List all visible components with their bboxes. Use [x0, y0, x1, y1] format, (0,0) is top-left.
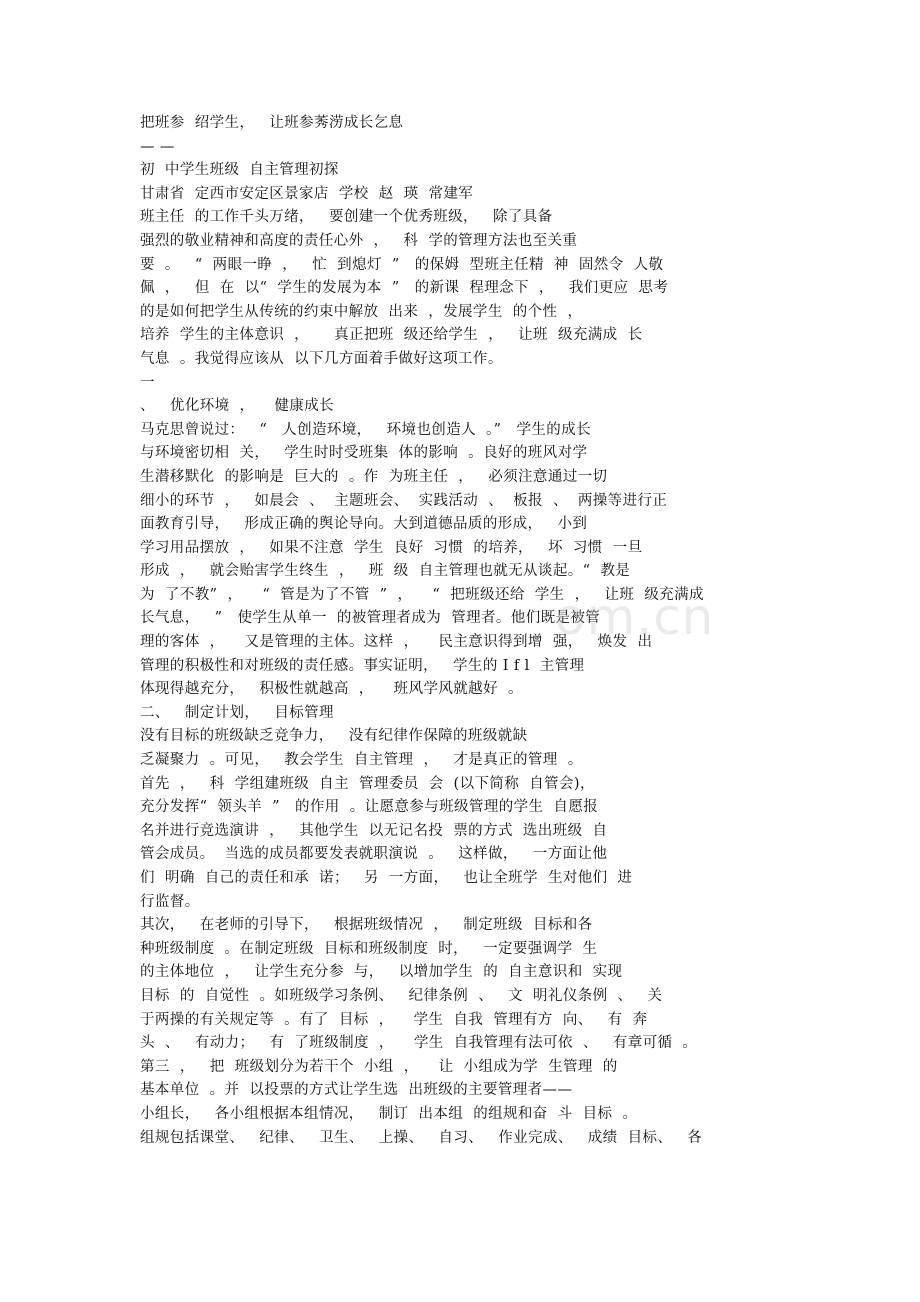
text-line: 的是如何把学生从传统的约束中解放 出来 ，发展学生 的个性 ，: [140, 303, 583, 320]
text-line: 于两操的有关规定等 。有了 目标 ， 学生 自我 管理有方 向、 有 奔: [140, 1011, 648, 1028]
text-line: 、 优化环境 ， 健康成长: [140, 398, 335, 415]
text-line: 们 明确 自己的责任和承 诺； 另 一方面， 也让全班学 生对他们 进: [140, 870, 633, 886]
text-line: 与环境密切相 关， 学生时时受班集 体的影响 。良好的班风对学: [140, 445, 588, 462]
text-line: 生潜移默化 的影响是 巨大的 。作 为班主任 ， 必须注意通过一切: [140, 468, 608, 485]
text-line: 种班级制度 。在制定班级 目标和班级制度 时， 一定要强调学 生: [140, 940, 598, 957]
text-line: 气息 。我觉得应该从 以下几方面着手做好这项工作。: [140, 350, 503, 367]
text-line: 基本单位 。并 以投票的方式让学生选 出班级的主要管理者——: [140, 1082, 573, 1099]
text-line: 佩 ， 但 在 以“ 学生的发展为本 ” 的新课 程理念下 ， 我们更应 思考: [140, 280, 669, 297]
text-line: 长气息， ” 使学生从单一 的被管理者成为 管理者。他们既是被管: [140, 610, 601, 627]
text-line: 马克思曾说过： “ 人创造环境， 环境也创造人 。” 学生的成长: [140, 421, 592, 438]
text-line: 强烈的敬业精神和高度的责任心外 ， 科 学的管理方法也至关重: [140, 232, 578, 249]
text-line: 管理的积极性和对班级的责任感。事实证明， 学生的 I f l 主管理: [140, 657, 585, 674]
text-line: 名并进行竞选演讲 ， 其他学生 以无记名投 票的方式 选出班级 自: [140, 822, 608, 839]
text-line: 体现得越充分， 积极性就越高 ， 班风学风就越好 。: [140, 681, 523, 698]
text-line: 细小的环节 ， 如晨会 、 主题班会、 实践活动 、 板报 、 两操等进行正: [140, 492, 668, 509]
text-line: 行监督。: [140, 893, 200, 910]
text-line: — —: [140, 138, 175, 155]
text-line: 二、 制定计划， 目标管理: [140, 704, 334, 721]
text-line: 没有目标的班级缺乏竞争力， 没有纪律作保障的班级就缺: [140, 728, 528, 745]
text-line: 为 了不教” ， “ 管是为了不管 ” ， “ 把班级还给 学生 ， 让班 级充满成: [140, 586, 704, 603]
text-line: 其次， 在老师的引导下， 根据班级情况 ， 制定班级 目标和各: [140, 917, 593, 934]
text-line: 头 、 有动力； 有 了班级制度 ， 学生 自我管理有法可依 、 有章可循 。: [140, 1035, 698, 1052]
text-line: 理的客体 ， 又是管理的主体。这样 ， 民主意识得到增 强， 焕发 出: [140, 634, 653, 651]
text-line: 充分发挥“ 领头羊 ” 的作用 。让愿意参与班级管理的学生 自愿报: [140, 799, 599, 816]
text-line: 的主体地位 ， 让学生充分参 与， 以增加学生 的 自主意识和 实现: [140, 964, 623, 981]
text-line: 形成 ， 就会贻害学生终生 ， 班 级 自主管理也就无从谈起。“ 教是: [140, 563, 631, 580]
text-line: 培养 学生的主体意识 ， 真正把班 级还给学生 ， 让班 级充满成 长: [140, 327, 643, 344]
text-line: 要 。 “ 两眼一睁 ， 忙 到熄灯 ” 的保姆 型班主任精 神 固然令 人敬: [140, 256, 664, 273]
text-line: 甘肃省 定西市安定区景家店 学校 赵 瑛 常建军: [140, 185, 474, 202]
document-body: [140, 112, 740, 1150]
text-line: 把班参 绍学生， 让班参莠涝成长乞息: [140, 115, 404, 131]
text-line: 组规包括课堂、 纪律、 卫生、 上操、 自习、 作业完成、 成绩 目标、 各: [140, 1129, 703, 1146]
text-line: 班主任 的工作千头万绪， 要创建一个优秀班级， 除了具备: [140, 209, 553, 226]
text-line: 一: [140, 374, 155, 391]
text-line: 面教育引导， 形成正确的舆论导向。大到道德品质的形成， 小到: [140, 516, 588, 533]
watermark: om.cn: [555, 588, 715, 646]
text-line: 管会成员。 当选的成员都要发表就职演说 。 这样做， 一方面让他: [140, 846, 608, 863]
text-line: 小组长， 各小组根据本组情况， 制订 出本组 的组规和奋 斗 目标 。: [140, 1105, 638, 1122]
text-line: 学习用品摆放 ， 如果不注意 学生 良好 习惯 的培养， 坏 习惯 一旦: [140, 539, 643, 556]
text-line: 首先 ， 科 学组建班级 自主 管理委员 会 (以下简称 自管会)，: [140, 775, 595, 792]
text-line: 第三 ， 把 班级划分为若干个 小组 ， 让 小组成为学 生管理 的: [140, 1058, 618, 1075]
text-line: 乏凝聚力 。可见， 教会学生 自主管理 ， 才是真正的管理 。: [140, 752, 583, 769]
text-line: 初 中学生班级 自主管理初探: [140, 162, 339, 179]
text-line: 目标 的 自觉性 。如班级学习条例、 纪律条例 、 文 明礼仪条例 、 关: [140, 987, 663, 1004]
